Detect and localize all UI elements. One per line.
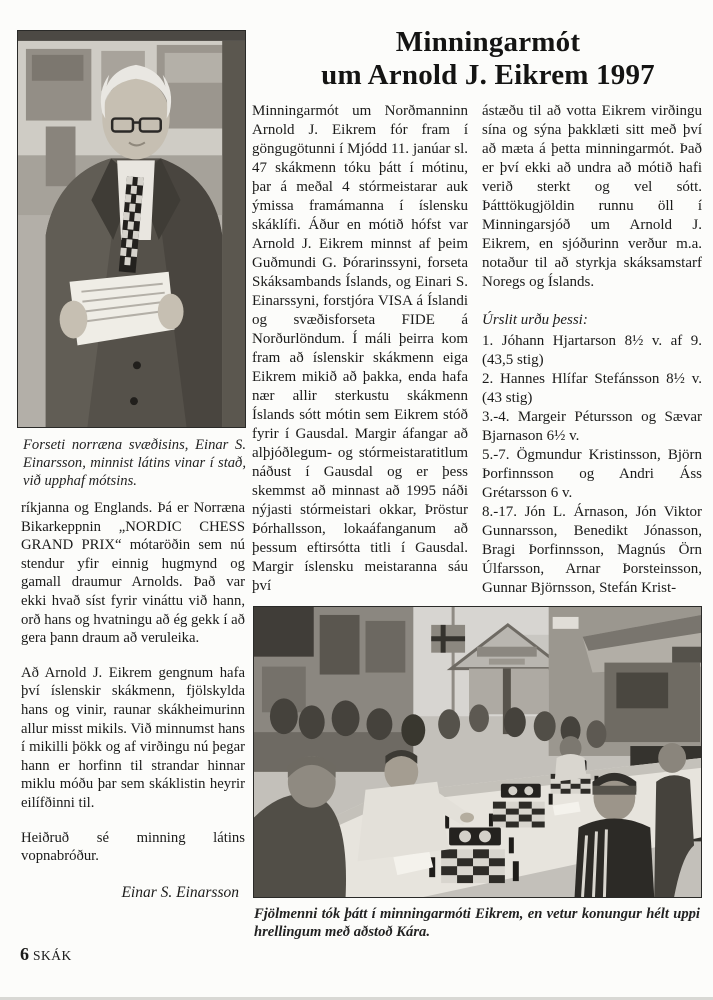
paragraph: Að Arnold J. Eikrem gengnum hafa því íslenskir skákmenn, fjölskylda hans og vinir, raunar skákheimurinn allur misst mikils. Við minnumst hans í mikilli þökk og af virðingu nú þegar hann er horfinn til strandar hinnar miklu móðu þar sem skáklistin heyrir eilífðinni til. [21, 664, 245, 811]
article-title [270, 26, 706, 92]
photo-einar-reading-illustration [18, 31, 245, 427]
photo-tournament-illustration [254, 607, 701, 897]
result-item: 2. Hannes Hlífar Stefánsson 8½ v. (43 stig) [482, 371, 702, 406]
article-title-line1: Minningarmót [395, 26, 581, 58]
result-item: 5.-7. Ögmundur Kristinsson, Björn Þorfinnsson og Andri Áss Grétarsson 6 v. [482, 447, 702, 501]
left-column [21, 499, 245, 902]
right-column [482, 102, 702, 598]
middle-column [252, 102, 468, 596]
photo-top-caption: Forseti norræna svæðisins, Einar S. Einarsson, minnist látins vinar í stað, við upphaf mótsins. [23, 437, 246, 489]
paragraph: Heiðruð sé minning látins vopnabróður. [21, 829, 245, 865]
author-signature: Einar S. Einarsson [121, 883, 239, 901]
result-item: 1. Jóhann Hjartarson 8½ v. af 9. (43,5 stig) [482, 333, 702, 368]
paragraph: Minningarmót um Norðmanninn Arnold J. Eikrem fór fram í göngugötunni í Mjódd 11. janúar sl. 47 skákmenn tóku þátt í mótinu, þar á meðal 4 stórmeistarar auk ýmissa framámanna í íslensku skáklífi. Áður en mótið hófst var Arnold J. Eikrem minnst af þeim Guðmundi G. Þórarinssyni, forseta Skáksambands Íslands, og Einari S. Einarssyni, forstjóra VISA á Íslandi og svæðisforseta FIDE á Norðurlöndum. Í máli þeirra kom fram að íslenskir skákmenn eiga Eikrem mikið að þakka, enda hafa nær allir sterkustu skákmenn Íslands sótt mótin sem Eikrem stóð fyrir í Gausdal. Margir áfangar að alþjóðlegum- og stórmeistaratitlum náðust í Gausdal og er þess skemmst að minnast að 1995 náði nýjasti stórmeistari okkar, Þröstur Þórhallsson, lokaáfanganum að þessum eftirsótta titli í Gausdal. Margir íslensku meistaranna sáu því [252, 103, 468, 594]
flag-sign [431, 625, 465, 653]
results-list [482, 332, 702, 598]
result-item: 3.-4. Margeir Pétursson og Sævar Bjarnason 6½ v. [482, 409, 702, 444]
article-title-line2: um Arnold J. Eikrem 1997 [321, 59, 655, 91]
chessboard [441, 827, 505, 883]
photo-einar-reading [17, 30, 246, 428]
photo-left-buildings [254, 607, 413, 772]
paragraph: ástæðu til að votta Eikrem virðingu sína og sýna þakklæti sitt með því að mæta á þetta minningarmót. Það er því ekki að undra að mótið hafi verið sterkt og vel sótt. Þátttökugjöldin runnu öll í Minningarsjóð um Arnold J. Eikrem, en sjóðurinn verður m.a. notaður til að styrkja skáksamstarf Noregs og Íslands. [482, 103, 702, 290]
photo-bg-top-band [18, 31, 245, 41]
magazine-name: SKÁK [33, 948, 72, 963]
result-item: 8.-17. Jón L. Árnason, Jón Viktor Gunnarsson, Benedikt Jónasson, Bragi Þorfinnsson, Magnús Örn Úlfarsson, Arnar Þorsteinsson, Gunnar Björnsson, Stefán Krist- [482, 504, 702, 596]
photo-tournament [253, 606, 702, 898]
results-heading: Úrslit urðu þessi: [482, 312, 588, 328]
page-footer [20, 944, 72, 965]
photo-bottom-caption: Fjölmenni tók þátt í minningarmóti Eikrem, en vetur konungur hélt uppi hrellingum með aðstoð Kára. [254, 906, 700, 940]
paragraph: ríkjanna og Englands. Þá er Norræna Bikarkeppnin „NORDIC CHESS GRAND PRIX“ mótaröðin sem nú stendur yfir einnig hugmynd og gamall draumur Arnolds. Það var ekki hvað síst fyrir vináttu við hann, orð hans og hvatningu að ég gekk í að gera þann draum að veruleika. [21, 500, 245, 647]
page-number: 6 [20, 944, 29, 964]
